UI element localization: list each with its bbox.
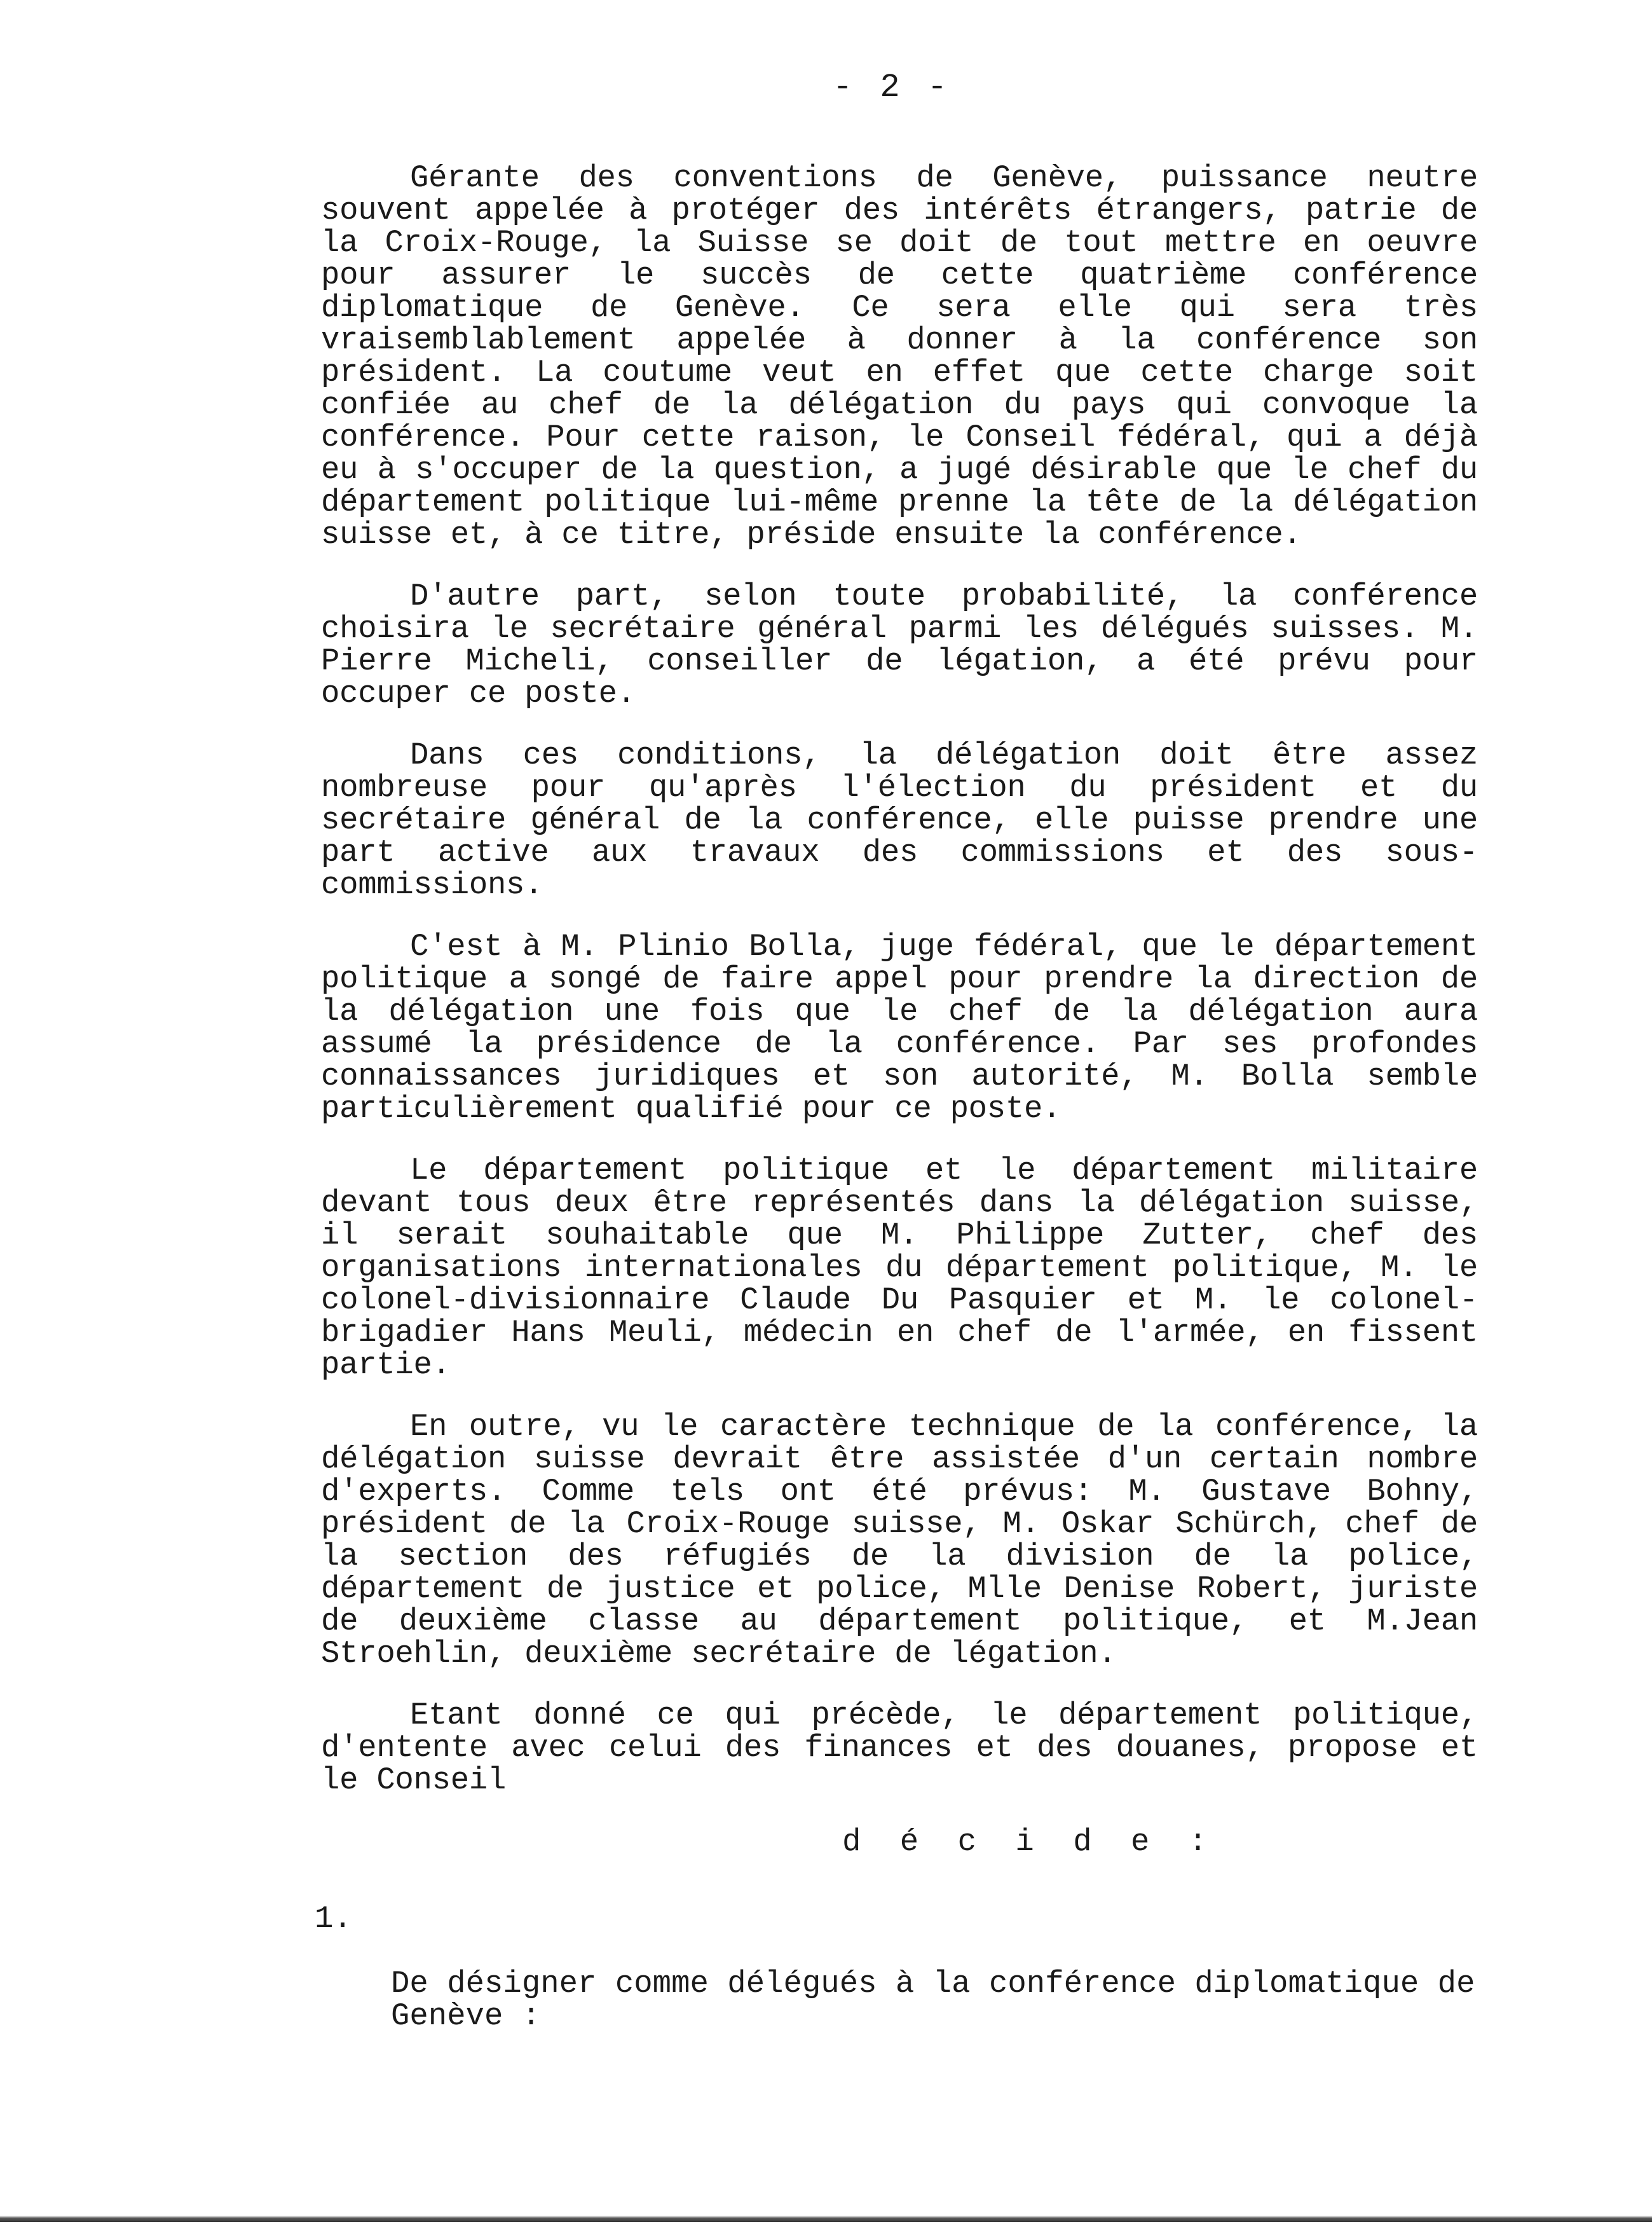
paragraph-plinio-bolla: C'est à M. Plinio Bolla, juge fédéral, que le département politique a songé de faire appel pour prendre la direction de la délégation une fois que le chef de la délégation aura assumé la présidence de la conférence. Par ses profondes connaissances juridiques et son autorité, M. Bolla semble particulièrement qualifié pour ce poste.	[321, 929, 1478, 1127]
paragraph-experts: En outre, vu le caractère technique de la conférence, la délégation suisse devrait être assistée d'un certain nombre d'experts. Comme tels ont été prévus: M. Gustave Bohny, président de la Croix-Rouge suisse, M. Oskar Schürch, chef de la section des réfugiés de la division de la police, département de justice et police, Mlle Denise Robert, juriste de deuxième classe au département politique, et M.Jean Stroehlin, deuxième secrétaire de légation.	[321, 1409, 1478, 1671]
decision-item	[315, 1901, 1478, 2034]
page-bottom-edge	[0, 2216, 1652, 2222]
paragraph-delegation-size: Dans ces conditions, la délégation doit être assez nombreuse pour qu'après l'élection du président et du secrétaire général de la conférence, elle puisse prendre une part active aux travaux des commissions et des sous-commissions.	[321, 737, 1478, 903]
page-number: - 2 -	[833, 69, 952, 106]
decision-item-number: 1.	[315, 1901, 352, 1937]
document-body	[315, 160, 1478, 2034]
paragraph-secretary-general: D'autre part, selon toute probabilité, la conférence choisira le secrétaire général parmi les délégués suisses. M. Pierre Micheli, conseiller de légation, a été prévu pour occuper ce poste.	[321, 579, 1478, 711]
paragraph-proposal: Etant donné ce qui précède, le département politique, d'entente avec celui des finances et des douanes, propose et le Conseil	[321, 1698, 1478, 1798]
paragraph-role-of-switzerland: Gérante des conventions de Genève, puissance neutre souvent appelée à protéger des intérêts étrangers, patrie de la Croix-Rouge, la Suisse se doit de tout mettre en oeuvre pour assurer le succès de cette quatrième conférence diplomatique de Genève. Ce sera elle qui sera très vraisemblablement appelée à donner à la conférence son président. La coutume veut en effet que cette charge soit confiée au chef de la délégation du pays qui convoque la conférence. Pour cette raison, le Conseil fédéral, qui a déjà eu à s'occuper de la question, a jugé désirable que le chef du département politique lui-même prenne la tête de la délégation suisse et, à ce titre, préside ensuite la conférence.	[321, 160, 1478, 552]
decision-heading: d é c i d e :	[842, 1824, 1218, 1860]
decision-item-text: De désigner comme délégués à la conférence diplomatique de Genève :	[391, 1966, 1475, 2034]
paragraph-departments: Le département politique et le département militaire devant tous deux être représentés dans la délégation suisse, il serait souhaitable que M. Philippe Zutter, chef des organisations internationales du département politique, M. le colonel-divisionnaire Claude Du Pasquier et M. le colonel-brigadier Hans Meuli, médecin en chef de l'armée, en fissent partie.	[321, 1153, 1478, 1383]
